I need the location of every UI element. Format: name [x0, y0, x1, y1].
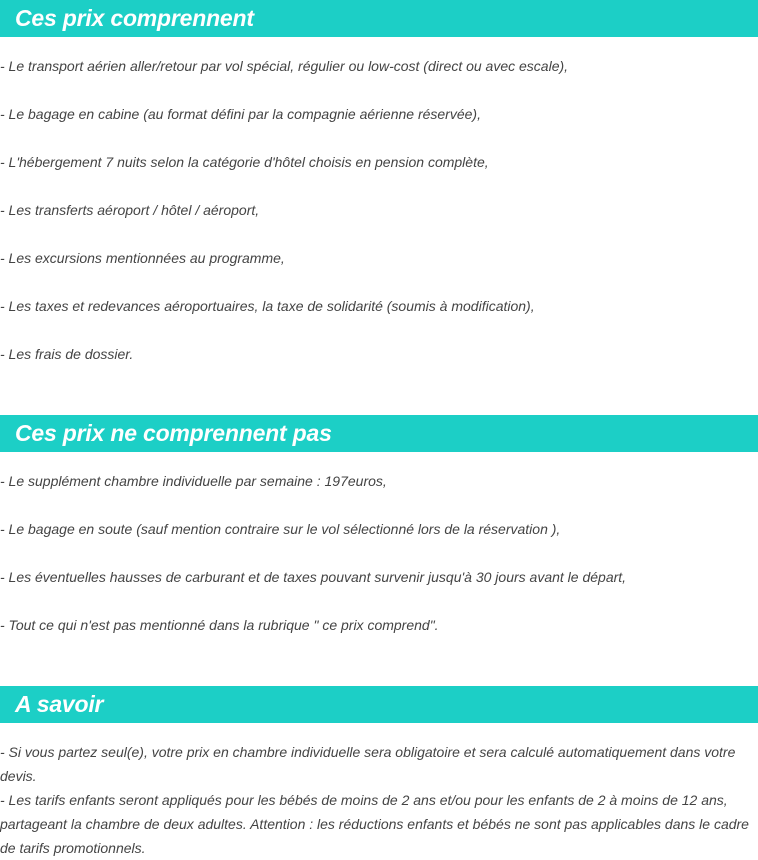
list-item: - Le supplément chambre individuelle par semaine : 197euros, — [0, 473, 387, 489]
section-title: Ces prix comprennent — [15, 5, 254, 31]
list-item: - Les éventuelles hausses de carburant et de taxes pouvant survenir jusqu'à 30 jours avant le départ, — [0, 569, 627, 585]
info-paragraphs — [0, 740, 752, 860]
list-item: - Le bagage en cabine (au format défini par la compagnie aérienne réservée), — [0, 106, 481, 122]
list-item: - Le bagage en soute (sauf mention contraire sur le vol sélectionné lors de la réservation ), — [0, 521, 561, 537]
list-item: - Les excursions mentionnées au programme, — [0, 250, 285, 266]
section-title: A savoir — [15, 691, 104, 717]
list-item: - Les transferts aéroport / hôtel / aéroport, — [0, 202, 260, 218]
section-title: Ces prix ne comprennent pas — [15, 420, 332, 446]
info-paragraph: - Les tarifs enfants seront appliqués pour les bébés de moins de 2 ans et/ou pour les enfants de 2 à moins de 12 ans, partageant la chambre de deux adultes. Attention : les réductions enfants et bébés ne sont pas applicables dans le cadre de tarifs promotionnels. — [0, 792, 749, 856]
list-item: - Les taxes et redevances aéroportuaires, la taxe de solidarité (soumis à modification), — [0, 298, 535, 314]
list-item: - Les frais de dossier. — [0, 346, 134, 362]
list-item: - Le transport aérien aller/retour par vol spécial, régulier ou low-cost (direct ou avec escale), — [0, 58, 569, 74]
section-header-included — [0, 0, 758, 37]
list-item: - Tout ce qui n'est pas mentionné dans la rubrique " ce prix comprend". — [0, 617, 439, 633]
list-item: - L'hébergement 7 nuits selon la catégorie d'hôtel choisis en pension complète, — [0, 154, 489, 170]
info-paragraph: - Si vous partez seul(e), votre prix en chambre individuelle sera obligatoire et sera calculé automatiquement dans votre devis. — [0, 744, 736, 784]
section-header-good-to-know — [0, 686, 758, 723]
section-header-not-included — [0, 415, 758, 452]
